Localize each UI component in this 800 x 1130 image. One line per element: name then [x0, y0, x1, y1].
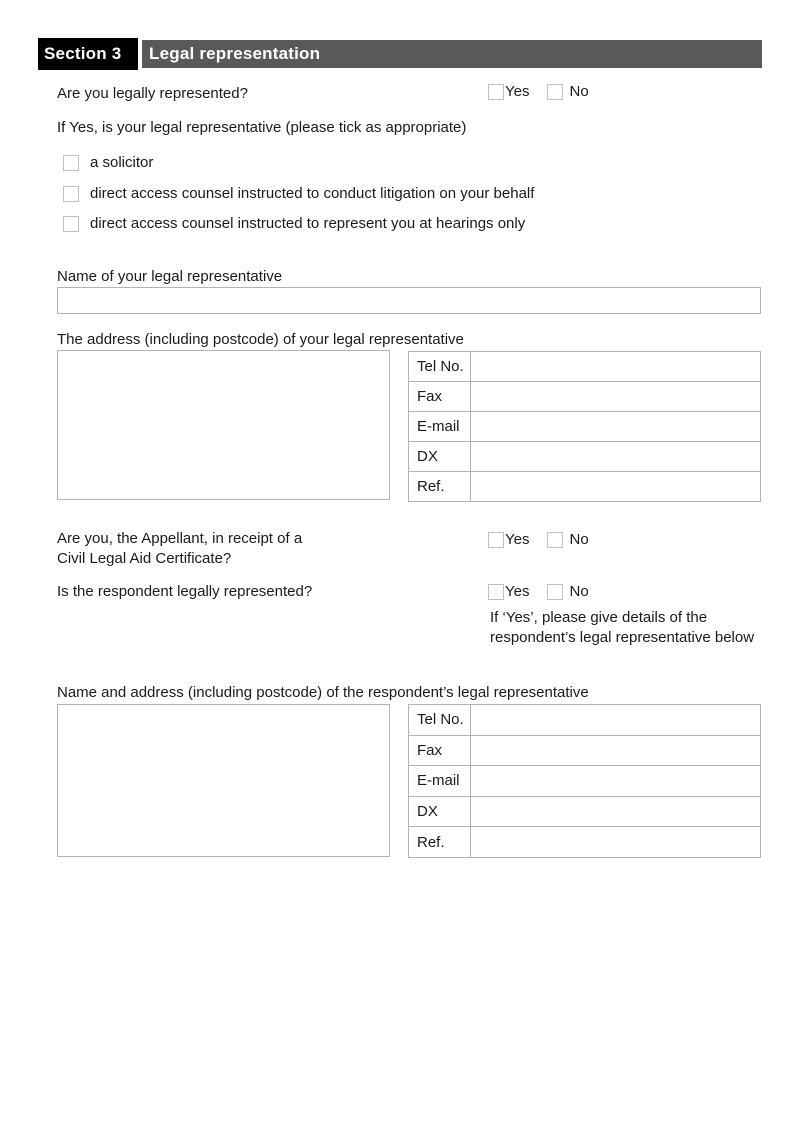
- option-solicitor: [63, 154, 153, 171]
- respondent-dx-input[interactable]: [471, 803, 760, 820]
- ref-label: Ref.: [409, 472, 471, 502]
- respondent-represented-yes-no-group: [488, 583, 589, 600]
- yes-label: Yes: [505, 83, 530, 100]
- legal-aid-yes-no-group: [488, 531, 589, 548]
- representative-address-label: The address (including postcode) of your legal representative: [57, 331, 464, 348]
- appellant-tel-input[interactable]: [471, 358, 760, 375]
- section-number-label: Section 3: [38, 38, 138, 70]
- respondent-details-note-line1: If ‘Yes’, please give details of the: [490, 609, 708, 626]
- appellant-fax-input[interactable]: [471, 388, 760, 405]
- contact-row-email: [409, 412, 761, 442]
- question-respondent-represented: Is the respondent legally represented?: [57, 583, 313, 600]
- respondent-details-note-line2: respondent’s legal representative below: [490, 629, 755, 646]
- email-cell[interactable]: [471, 766, 761, 797]
- question-legal-aid-line2: Civil Legal Aid Certificate?: [57, 550, 232, 567]
- question-legal-aid: [57, 529, 302, 569]
- dx-label: DX: [409, 796, 471, 827]
- respondent-represented-yes-checkbox[interactable]: [488, 584, 504, 600]
- representative-name-input[interactable]: [57, 287, 761, 314]
- appellant-email-input[interactable]: [471, 418, 760, 435]
- option-counsel-litigation: [63, 185, 534, 202]
- no-label: No: [569, 531, 589, 548]
- appellant-ref-input[interactable]: [471, 478, 760, 495]
- contact-row-tel: [409, 705, 761, 736]
- legal-aid-yes-checkbox[interactable]: [488, 532, 504, 548]
- yes-label: Yes: [505, 531, 530, 548]
- legal-aid-no-checkbox[interactable]: [547, 532, 563, 548]
- contact-row-fax: [409, 382, 761, 412]
- respondent-fax-input[interactable]: [471, 742, 760, 759]
- section-header: [38, 38, 762, 70]
- ref-cell[interactable]: [471, 827, 761, 858]
- email-label: E-mail: [409, 412, 471, 442]
- question-legally-represented: Are you legally represented?: [57, 85, 248, 102]
- yes-label: Yes: [505, 583, 530, 600]
- respondent-tel-input[interactable]: [471, 711, 760, 728]
- email-cell[interactable]: [471, 412, 761, 442]
- respondent-details-note: [490, 608, 754, 648]
- respondent-address-textarea[interactable]: [57, 704, 390, 857]
- dx-cell[interactable]: [471, 442, 761, 472]
- question-legal-aid-line1: Are you, the Appellant, in receipt of a: [57, 530, 303, 547]
- respondent-ref-input[interactable]: [471, 834, 760, 851]
- appellant-dx-input[interactable]: [471, 448, 760, 465]
- email-label: E-mail: [409, 766, 471, 797]
- appellant-contact-table: [408, 351, 761, 502]
- contact-row-fax: [409, 735, 761, 766]
- contact-row-tel: [409, 352, 761, 382]
- contact-row-dx: [409, 796, 761, 827]
- contact-row-ref: [409, 472, 761, 502]
- option-counsel-hearings: [63, 215, 525, 232]
- option-label-counsel-hearings: direct access counsel instructed to represent you at hearings only: [90, 215, 526, 232]
- section-title-bar: [142, 40, 762, 68]
- counsel-litigation-checkbox[interactable]: [63, 186, 79, 202]
- no-label: No: [569, 83, 589, 100]
- solicitor-checkbox[interactable]: [63, 155, 79, 171]
- tel-label: Tel No.: [409, 352, 471, 382]
- no-label: No: [569, 583, 589, 600]
- tel-cell[interactable]: [471, 705, 761, 736]
- respondent-representative-label: Name and address (including postcode) of the respondent’s legal representative: [57, 684, 589, 701]
- tel-cell[interactable]: [471, 352, 761, 382]
- option-label-solicitor: a solicitor: [90, 154, 154, 171]
- counsel-hearings-checkbox[interactable]: [63, 216, 79, 232]
- representative-address-textarea[interactable]: [57, 350, 390, 500]
- legally-represented-yes-no-group: [488, 83, 589, 100]
- representative-name-label: Name of your legal representative: [57, 268, 283, 285]
- contact-row-dx: [409, 442, 761, 472]
- respondent-contact-table: [408, 704, 761, 858]
- fax-label: Fax: [409, 735, 471, 766]
- respondent-email-input[interactable]: [471, 772, 760, 789]
- legally-represented-yes-checkbox[interactable]: [488, 84, 504, 100]
- fax-label: Fax: [409, 382, 471, 412]
- tel-label: Tel No.: [409, 705, 471, 736]
- option-label-counsel-litigation: direct access counsel instructed to conduct litigation on your behalf: [90, 185, 535, 202]
- fax-cell[interactable]: [471, 735, 761, 766]
- tick-as-appropriate-prompt: If Yes, is your legal representative (please tick as appropriate): [57, 119, 467, 136]
- contact-row-ref: [409, 827, 761, 858]
- ref-cell[interactable]: [471, 472, 761, 502]
- dx-label: DX: [409, 442, 471, 472]
- section-title: Legal representation: [149, 44, 321, 63]
- legally-represented-no-checkbox[interactable]: [547, 84, 563, 100]
- fax-cell[interactable]: [471, 382, 761, 412]
- contact-row-email: [409, 766, 761, 797]
- respondent-represented-no-checkbox[interactable]: [547, 584, 563, 600]
- dx-cell[interactable]: [471, 796, 761, 827]
- ref-label: Ref.: [409, 827, 471, 858]
